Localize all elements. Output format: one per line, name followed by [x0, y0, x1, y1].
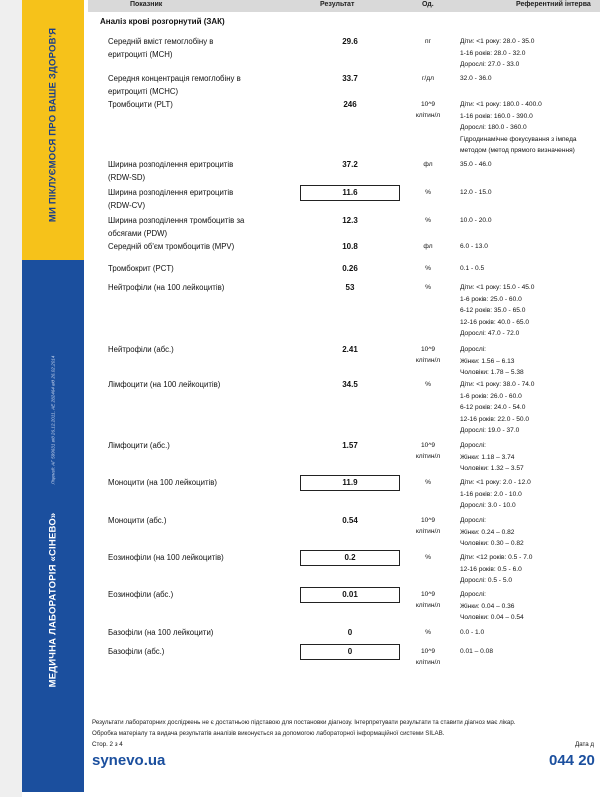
- reference-range: [460, 439, 600, 475]
- license-text: Ліцензії: АГ 599631 від 26.12.2011, АЕ 282464 від 26.02.2014: [50, 355, 56, 485]
- unit-line: 10^9: [420, 517, 436, 524]
- phone-number: 044 20: [549, 752, 595, 769]
- test-name-line: Середня концентрація гемоглобіну в: [108, 74, 241, 83]
- reference-line: 1-6 років: 26.0 - 60.0: [460, 392, 522, 400]
- result-value: 0: [347, 628, 353, 637]
- result-value: 1.57: [342, 441, 358, 450]
- reference-line: Дорослі: 47.0 - 72.0: [460, 330, 520, 338]
- reference-line: Дорослі:: [460, 346, 486, 353]
- unit-line: 10^9: [420, 442, 436, 449]
- reference-line: Дорослі: 27.0 - 33.0: [460, 61, 520, 69]
- reference-line: Дорослі:: [460, 591, 486, 598]
- test-name-line: Моноцити (на 100 лейкоцитів): [108, 478, 217, 487]
- test-name: [108, 551, 278, 564]
- unit-line: 10^9: [420, 101, 436, 108]
- unit-line: клітин/л: [415, 602, 441, 609]
- reference-line: 12.0 - 15.0: [460, 189, 492, 196]
- result-value-flagged: 0.01: [300, 587, 400, 603]
- reference-line: Чоловіки: 0.04 – 0.54: [460, 614, 524, 622]
- unit-line: клітин/л: [415, 453, 441, 460]
- reference-line: 6-12 років: 24.0 - 54.0: [460, 404, 526, 412]
- reference-range: [460, 186, 600, 199]
- result-value: 0.26: [342, 264, 358, 273]
- reference-line: Дорослі:: [460, 517, 486, 524]
- unit-line: 10^9: [420, 591, 436, 598]
- result-value-flagged: 0: [300, 644, 400, 660]
- reference-range: [460, 514, 600, 550]
- unit: [400, 378, 456, 390]
- reference-line: Діти: <1 року: 2.0 - 12.0: [460, 479, 531, 486]
- header-result: Результат: [320, 1, 355, 8]
- reference-line: 1-6 років: 25.0 - 60.0: [460, 295, 522, 303]
- page-number: Стор. 2 з 4: [92, 741, 123, 748]
- section-title: Аналіз крові розгорнутий (ЗАК): [100, 17, 225, 26]
- header-indicator: Показник: [130, 1, 163, 8]
- reference-line: методом (метод прямого визначення): [460, 147, 575, 155]
- result-value: 34.5: [342, 380, 358, 389]
- reference-line: Жінки: 1.18 – 3.74: [460, 453, 515, 461]
- test-name-line: Середній вміст гемоглобіну в: [108, 37, 214, 46]
- unit-line: клітин/л: [415, 112, 441, 119]
- reference-line: Дорослі:: [460, 442, 486, 449]
- reference-range: [460, 262, 600, 275]
- test-name-line: Еозинофіли (абс.): [108, 590, 174, 599]
- unit: [400, 514, 456, 537]
- unit: [400, 72, 456, 84]
- reference-line: Чоловіки: 1.32 – 3.57: [460, 465, 524, 473]
- brand-strip: [22, 0, 84, 797]
- reference-line: Діти: <1 року: 180.0 - 400.0: [460, 101, 542, 108]
- result-value: 2.41: [342, 345, 358, 354]
- result-value: 53: [345, 283, 355, 292]
- reference-line: 1-16 років: 160.0 - 390.0: [460, 112, 533, 120]
- reference-line: 0.0 - 1.0: [460, 629, 485, 636]
- unit: [400, 262, 456, 274]
- test-name-line: (RDW-SD): [108, 173, 146, 182]
- reference-range: [460, 214, 600, 227]
- test-name: [108, 158, 278, 184]
- header-unit: Од.: [422, 1, 434, 8]
- result-value: 37.2: [342, 160, 358, 169]
- reference-line: 1-16 років: 2.0 - 10.0: [460, 490, 522, 498]
- table-header: [88, 0, 600, 12]
- test-name-line: Лімфоцити (абс.): [108, 441, 170, 450]
- result-value: 10.8: [342, 242, 358, 251]
- test-name: [108, 514, 278, 527]
- result-value: 0.54: [342, 516, 358, 525]
- test-name: [108, 343, 278, 356]
- unit-line: %: [425, 629, 431, 636]
- test-name-line: Ширина розподілення еритроцитів: [108, 188, 234, 197]
- test-name-line: Лімфоцити (на 100 лейкоцитів): [108, 380, 221, 389]
- test-name: [108, 186, 278, 212]
- unit: [400, 186, 456, 198]
- test-name-line: Базофіли (абс.): [108, 647, 165, 656]
- test-name-line: Еозинофіли (на 100 лейкоцитів): [108, 553, 224, 562]
- test-name: [108, 262, 278, 275]
- footer-disclaimer: [92, 718, 600, 739]
- unit: [400, 343, 456, 366]
- unit: [400, 645, 456, 668]
- unit: [400, 98, 456, 121]
- reference-line: Чоловіки: 0.30 – 0.82: [460, 540, 524, 548]
- test-name-line: Моноцити (абс.): [108, 516, 167, 525]
- unit-line: пг: [425, 38, 431, 45]
- unit: [400, 551, 456, 563]
- test-name: [108, 281, 278, 294]
- reference-line: Жінки: 0.04 – 0.36: [460, 602, 515, 610]
- reference-line: Гідродинамічне фокусування з імпеда: [460, 135, 577, 143]
- test-name: [108, 645, 278, 658]
- result-value-flagged: 0.2: [300, 550, 400, 566]
- reference-range: [460, 588, 600, 624]
- reference-line: 0.1 - 0.5: [460, 265, 485, 272]
- reference-line: Дорослі: 180.0 - 360.0: [460, 124, 527, 132]
- unit: [400, 439, 456, 462]
- test-name-line: (RDW-CV): [108, 201, 146, 210]
- test-name: [108, 378, 278, 391]
- reference-range: [460, 551, 600, 587]
- unit-line: %: [425, 554, 431, 561]
- reference-line: 1-16 років: 28.0 - 32.0: [460, 49, 526, 57]
- unit-line: клітин/л: [415, 659, 441, 666]
- unit: [400, 214, 456, 226]
- unit: [400, 626, 456, 638]
- footer-line-1: Результати лабораторних досліджень не є достатньою підставою для постановки діагнозу. Інтерпретувати результати та ставити діагноз має лікар.: [92, 719, 516, 726]
- unit-line: клітин/л: [415, 528, 441, 535]
- reference-line: 12-16 років: 0.5 - 6.0: [460, 565, 522, 573]
- test-name: [108, 240, 278, 253]
- test-name: [108, 439, 278, 452]
- test-name: [108, 98, 278, 111]
- test-name: [108, 626, 278, 639]
- test-name: [108, 72, 278, 98]
- reference-line: Жінки: 1.56 – 6.13: [460, 357, 515, 365]
- date-label: Дата д: [575, 741, 595, 748]
- unit: [400, 240, 456, 252]
- reference-range: [460, 240, 600, 253]
- test-name: [108, 214, 278, 240]
- reference-range: [460, 378, 600, 437]
- unit-line: клітин/л: [415, 357, 441, 364]
- reference-line: 32.0 - 36.0: [460, 75, 492, 82]
- reference-range: [460, 98, 600, 157]
- reference-line: 0.01 – 0.08: [460, 648, 493, 655]
- lab-name: МЕДИЧНА ЛАБОРАТОРІЯ «СІНЕВО»: [47, 512, 59, 688]
- test-name-line: обсягами (PDW): [108, 229, 168, 238]
- reference-line: Діти: <1 року: 28.0 - 35.0: [460, 38, 535, 45]
- reference-range: [460, 343, 600, 379]
- test-name: [108, 35, 278, 61]
- unit-line: 10^9: [420, 648, 436, 655]
- reference-line: 6-12 років: 35.0 - 65.0: [460, 307, 526, 315]
- reference-range: [460, 35, 600, 71]
- test-name-line: еритроциті (MCHC): [108, 87, 179, 96]
- unit-line: %: [425, 479, 431, 486]
- unit: [400, 35, 456, 47]
- unit: [400, 476, 456, 488]
- test-name-line: Нейтрофіли (абс.): [108, 345, 174, 354]
- reference-range: [460, 645, 600, 658]
- brand-slogan: МИ ПІКЛУЄМОСЯ ПРО ВАШЕ ЗДОРОВ'Я: [47, 27, 59, 223]
- result-value-flagged: 11.6: [300, 185, 400, 201]
- header-reference: Референтний інтерва: [516, 1, 591, 8]
- reference-line: Діти: <1 року: 38.0 - 74.0: [460, 381, 535, 388]
- reference-range: [460, 281, 600, 340]
- unit-line: фл: [423, 243, 433, 250]
- result-value: 33.7: [342, 74, 358, 83]
- reference-line: 12-16 років: 40.0 - 65.0: [460, 318, 530, 326]
- test-name-line: Нейтрофіли (на 100 лейкоцитів): [108, 283, 225, 292]
- unit-line: г/дл: [422, 75, 434, 82]
- unit-line: %: [425, 265, 431, 272]
- unit-line: %: [425, 381, 431, 388]
- result-value: 246: [343, 100, 357, 109]
- reference-line: Дорослі: 3.0 - 10.0: [460, 502, 516, 510]
- unit-line: %: [425, 284, 431, 291]
- reference-line: Діти: <1 року: 15.0 - 45.0: [460, 284, 535, 291]
- test-name-line: Ширина розподілення еритроцитів: [108, 160, 234, 169]
- reference-range: [460, 158, 600, 171]
- reference-line: 12-16 років: 22.0 - 50.0: [460, 415, 530, 423]
- result-value: 29.6: [342, 37, 358, 46]
- reference-range: [460, 72, 600, 85]
- unit-line: %: [425, 189, 431, 196]
- reference-line: Чоловіки: 1.78 – 5.38: [460, 369, 524, 377]
- reference-line: Жінки: 0.24 – 0.82: [460, 528, 515, 536]
- unit: [400, 588, 456, 611]
- test-name-line: Базофіли (на 100 лейкоцити): [108, 628, 214, 637]
- test-name-line: Тромбокрит (PCT): [108, 264, 174, 273]
- test-name-line: Ширина розподілення тромбоцитів за: [108, 216, 245, 225]
- reference-line: Дорослі: 0.5 - 5.0: [460, 577, 513, 585]
- test-name-line: Середній об'єм тромбоцитів (MPV): [108, 242, 235, 251]
- test-name: [108, 588, 278, 601]
- reference-line: Дорослі: 19.0 - 37.0: [460, 427, 520, 435]
- unit-line: 10^9: [420, 346, 436, 353]
- unit: [400, 281, 456, 293]
- unit: [400, 158, 456, 170]
- reference-line: 6.0 - 13.0: [460, 243, 488, 250]
- reference-line: 10.0 - 20.0: [460, 217, 492, 224]
- test-name-line: еритроциті (MCH): [108, 50, 173, 59]
- footer-line-2: Обробка матеріалу та видача результатів аналізів виконується за допомогою лабораторної інформаційної системи SILAB.: [92, 729, 445, 737]
- site-link[interactable]: synevo.ua: [92, 752, 166, 769]
- result-value: 12.3: [342, 216, 358, 225]
- test-name: [108, 476, 278, 489]
- result-value-flagged: 11.9: [300, 475, 400, 491]
- unit-line: %: [425, 217, 431, 224]
- test-name-line: Тромбоцити (PLT): [108, 100, 173, 109]
- reference-range: [460, 476, 600, 512]
- reference-range: [460, 626, 600, 639]
- reference-line: Діти: <12 років: 0.5 - 7.0: [460, 554, 533, 561]
- unit-line: фл: [423, 161, 433, 168]
- reference-line: 35.0 - 46.0: [460, 161, 492, 168]
